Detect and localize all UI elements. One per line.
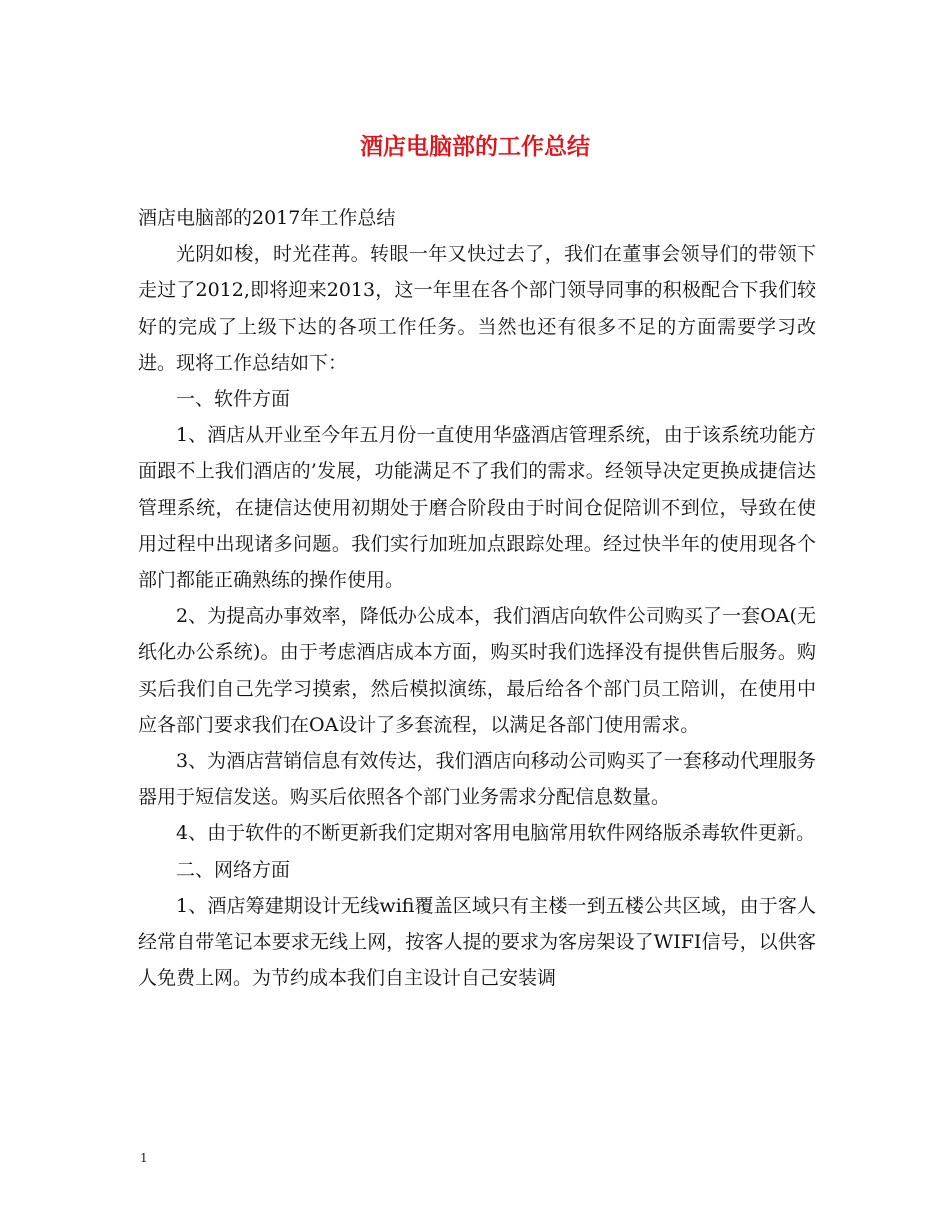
- section-heading-network: 二、网络方面: [176, 858, 291, 881]
- paragraph-intro: 光阴如梭，时光荏苒。转眼一年又快过去了，我们在董事会领导们的带领下走过了2012,即将迎来2013，这一年里在各个部门领导同事的积极配合下我们较好的完成了上级下达的各项工作任务。当然也还有很多不足的方面需要学习改进。现将工作总结如下：: [138, 243, 816, 374]
- paragraph-software-1: 1、酒店从开业至今年五月份一直使用华盛酒店管理系统，由于该系统功能方面跟不上我们酒店的’发展，功能满足不了我们的需求。经领导决定更换成捷信达管理系统，在捷信达使用初期处于磨合阶段由于时间仓促陪训不到位，导致在使用过程中出现诸多问题。我们实行加班加点跟踪处理。经过快半年的使用现各个部门都能正确熟练的操作使用。: [138, 424, 816, 592]
- paragraph-software-3: 3、为酒店营销信息有效传达，我们酒店向移动公司购买了一套移动代理服务器用于短信发送。购买后依照各个部门业务需求分配信息数量。: [138, 750, 816, 809]
- section-heading-software: 一、软件方面: [176, 388, 291, 411]
- document-body: [138, 200, 816, 996]
- paragraph-software-2: 2、为提高办事效率，降低办公成本，我们酒店向软件公司购买了一套OA(无纸化办公系统)。由于考虑酒店成本方面，购买时我们选择没有提供售后服务。购买后我们自己先学习摸索，然后模拟演练，最后给各个部门员工陪训，在使用中应各部门要求我们在OA设计了多套流程，以满足各部门使用需求。: [138, 605, 816, 736]
- document-title: 酒店电脑部的工作总结: [360, 133, 590, 160]
- page-number: 1: [140, 1151, 148, 1165]
- paragraph-network-1: 1、酒店筹建期设计无线wifi覆盖区域只有主楼一到五楼公共区域，由于客人经常自带笔记本要求无线上网，按客人提的要求为客房架设了WIFI信号，以供客人免费上网。为节约成本我们自主设计自己安装调: [138, 894, 816, 990]
- document-subtitle: 酒店电脑部的2017年工作总结: [138, 207, 396, 229]
- paragraph-software-4: 4、由于软件的不断更新我们定期对客用电脑常用软件网络版杀毒软件更新。: [176, 822, 816, 845]
